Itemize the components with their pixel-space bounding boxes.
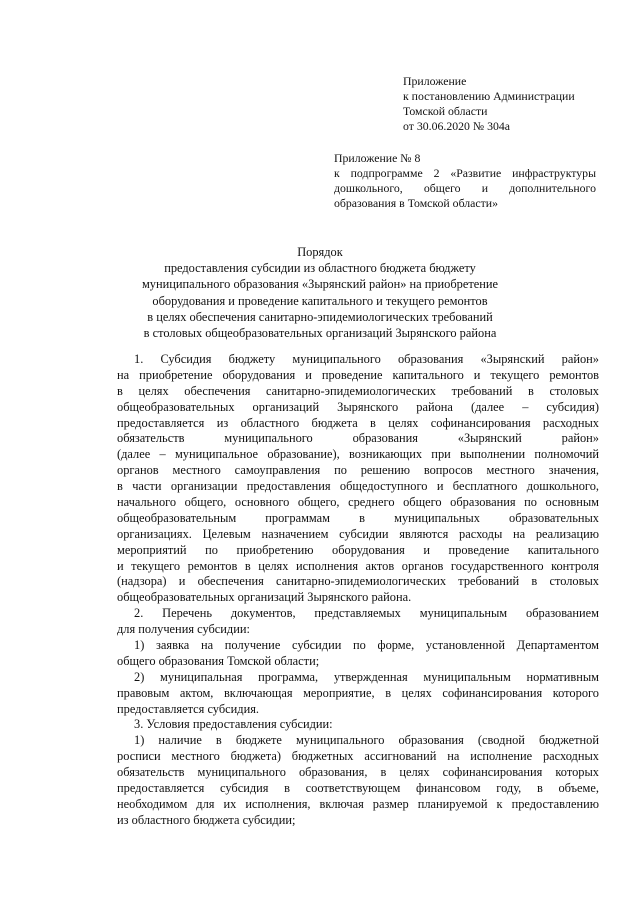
title-heading: Порядок [297, 245, 343, 259]
title-line: в столовых общеобразовательных организаций Зырянского района [143, 326, 497, 341]
text-line: росписи местного бюджета) бюджетных ассигнований на исполнение расходных [117, 749, 599, 764]
text-line: на приобретение оборудования и проведение капитального и текущего ремонтов [117, 367, 599, 382]
text-line: предоставляется субсидия. [117, 701, 260, 716]
text-line: общеобразовательных организаций Зырянского района. [117, 590, 412, 605]
text-line: начального общего, основного общего, среднего общего образования по основным [117, 495, 599, 510]
approval-line: Приложение [403, 74, 467, 88]
title-line: предоставления субсидии из областного бюджета бюджету [164, 261, 476, 276]
annex-number: Приложение № 8 [334, 151, 421, 165]
title-line: оборудования и проведение капитального и текущего ремонтов [152, 293, 488, 308]
text-line: общего образования Томской области; [117, 653, 320, 668]
approval-line: Томской области [403, 104, 488, 118]
text-line: обязательств муниципального образования «Зырянский район» [117, 431, 599, 446]
annex-line: образования в Томской области» [334, 196, 499, 210]
document-body [117, 352, 599, 829]
text-line: общеобразовательным программам в муниципальных образовательных [117, 510, 599, 525]
text-line: предоставляется субсидия в соответствующем финансовом году, в объеме, [117, 781, 599, 796]
paragraph-start-line: 2) муниципальная программа, утвержденная муниципальным нормативным [134, 669, 599, 684]
text-line: мероприятий по приобретению оборудования и проведение капитального [117, 542, 599, 557]
text-line: органов местного самоуправления по решению вопросов местного значения, [117, 463, 599, 478]
approval-header [403, 74, 603, 134]
annex-line: к подпрограмме 2 «Развитие инфраструктуры [334, 166, 596, 180]
text-line: для получения субсидии: [117, 622, 250, 637]
paragraph-start-line: 2. Перечень документов, представляемых муниципальным образованием [134, 606, 599, 621]
annex-line: дошкольного, общего и дополнительного [334, 181, 596, 195]
text-line: в целях обеспечения санитарно-эпидемиологических требований в столовых [117, 383, 599, 398]
title-line: муниципального образования «Зырянский район» на приобретение [141, 277, 499, 292]
text-line: правовым актом, включающая мероприятие, в целях софинансирования которого [117, 685, 599, 700]
text-line: обязательств муниципального образования, в целях софинансирования которых [117, 765, 599, 780]
paragraph-start-line: 1) заявка на получение субсидии по форме, установленной Департаментом [134, 638, 599, 653]
text-line: необходимом для их исполнения, включая размер планируемой к предоставлению [117, 796, 599, 811]
paragraph-start-line: 1) наличие в бюджете муниципального образования (сводной бюджетной [134, 733, 599, 748]
text-line: общеобразовательных организаций Зырянского района (далее – субсидия) [117, 399, 599, 414]
paragraph-start-line: 3. Условия предоставления субсидии: [134, 717, 333, 732]
annex-header [334, 151, 596, 211]
title-line: в целях обеспечения санитарно-эпидемиологических требований [147, 309, 493, 324]
text-line: из областного бюджета субсидии; [117, 812, 296, 827]
text-line: предоставляется из областного бюджета в целях софинансирования расходных [117, 415, 599, 430]
paragraph-start-line: 1. Субсидия бюджету муниципального образования «Зырянский район» [134, 352, 599, 366]
text-line: (далее – муниципальное образование), возникающих при выполнении полномочий [117, 447, 599, 462]
approval-line: к постановлению Администрации [403, 89, 575, 103]
document-title [100, 244, 540, 341]
text-line: в части организации предоставления общедоступного и бесплатного дошкольного, [117, 479, 599, 494]
approval-date-line: от 30.06.2020 № 304а [403, 119, 511, 133]
text-line: (надзора) и обеспечения санитарно-эпидемиологических требований в столовых [117, 574, 599, 589]
text-line: организациях. Целевым назначением субсидии являются расходы на реализацию [117, 526, 599, 541]
text-line: и текущего ремонтов в целях исполнения актов органов государственного контроля [117, 558, 599, 573]
